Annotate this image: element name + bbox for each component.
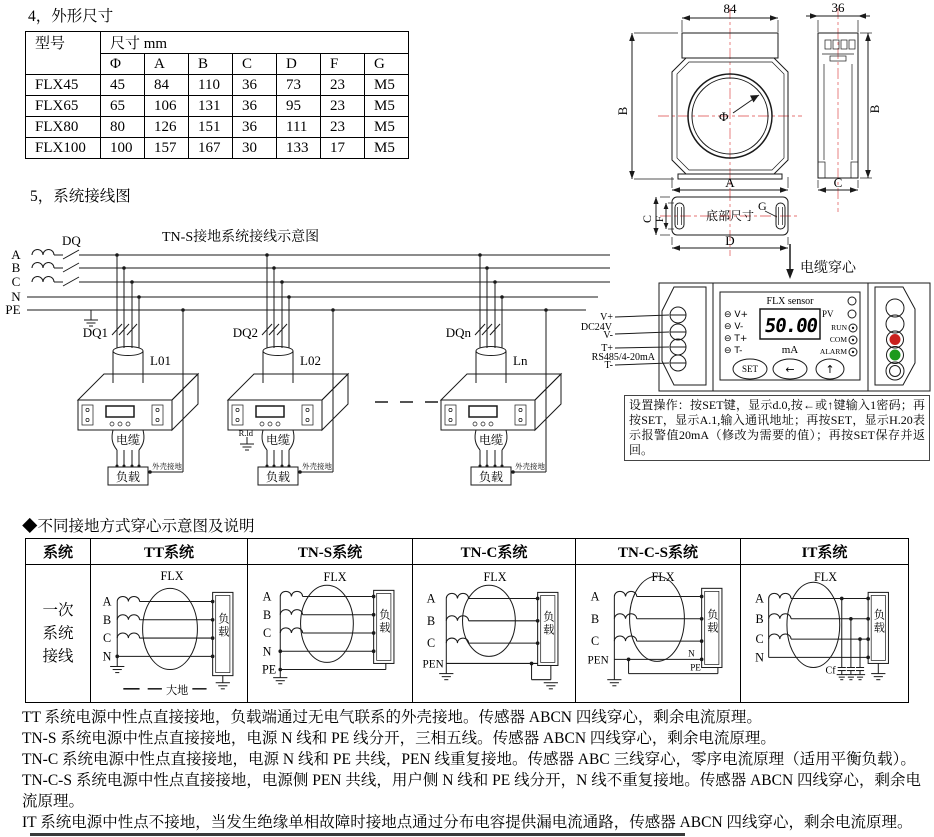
- n-branch-label: N: [688, 648, 695, 659]
- tt-diagram-cell: [91, 565, 248, 703]
- cable-through-pointer: [786, 244, 857, 279]
- branch-breaker-label: DQ1: [82, 325, 108, 340]
- value-cell: 133: [277, 138, 321, 159]
- load-label: 负载: [478, 470, 504, 484]
- terminal-screw-icon: [670, 355, 686, 371]
- flx-core-ellipse: [143, 588, 198, 669]
- dimensions-table: [25, 31, 409, 159]
- line-c-label: C: [591, 634, 600, 649]
- capacitor-to-ground-icon: [846, 617, 856, 680]
- ext-v-plus-label: V+: [600, 312, 613, 323]
- value-cell: M5: [365, 75, 409, 96]
- primary-wiring-label: 一次系统接线: [42, 601, 74, 666]
- left-arrow-button: [773, 359, 807, 379]
- sensor-label: L02: [300, 353, 321, 368]
- ground-symbol-icon: [439, 674, 453, 680]
- dim-b-right-label: B: [867, 104, 882, 114]
- value-cell: 126: [145, 117, 189, 138]
- phase-a-label: A: [11, 247, 21, 262]
- value-cell: 23: [321, 96, 365, 117]
- ext-rs485-label: RS485/4-20mA: [591, 352, 655, 363]
- dim-84-label: 84: [723, 1, 737, 16]
- dim-c-bottom-label: C: [640, 214, 654, 224]
- line-c-label: C: [103, 631, 112, 646]
- line-n-label: N: [262, 644, 272, 659]
- cable-label: 电缆: [115, 433, 141, 447]
- phase-pe-label: PE: [5, 302, 21, 317]
- value-cell: 65: [101, 96, 145, 117]
- model-cell: FLX80: [26, 117, 101, 138]
- line-a-label: A: [262, 589, 272, 604]
- indicator-hole-icon: [886, 315, 904, 333]
- line-a-label: A: [590, 589, 600, 604]
- terminal-v-minus: ⊖ V-: [724, 322, 744, 332]
- ring-indicator-icon: [886, 362, 904, 380]
- cf-label: Cf: [825, 665, 836, 677]
- header-tns: TN-S系统: [248, 539, 413, 565]
- up-arrow-icon: ↑: [825, 363, 835, 376]
- header-system: 系统: [26, 539, 91, 565]
- value-cell: 167: [189, 138, 233, 159]
- page-cut-line: [30, 833, 685, 836]
- dim-b-left-label: B: [615, 106, 630, 116]
- panel-title: FLX sensor: [766, 296, 814, 307]
- bottom-view-label: 底部尺寸: [705, 209, 755, 223]
- sensor-unit-n: [441, 253, 561, 485]
- cable-label: 电缆: [478, 433, 504, 447]
- tns-system-diagram: [248, 566, 412, 701]
- line-a-label: A: [426, 591, 436, 606]
- green-indicator-icon: [887, 347, 904, 364]
- ground-symbol-icon: [110, 666, 124, 672]
- value-cell: 84: [145, 75, 189, 96]
- ext-t-plus-label: T+: [601, 343, 613, 354]
- table-row: [26, 96, 409, 117]
- terminal-t-plus: ⊖ T+: [724, 334, 748, 344]
- tnc-diagram-cell: [413, 565, 576, 703]
- line-a-label: A: [102, 594, 112, 609]
- run-label: RUN: [831, 323, 847, 332]
- value-cell: 80: [101, 117, 145, 138]
- phase-b-label: B: [11, 260, 21, 275]
- ground-symbol-icon: [273, 678, 287, 684]
- line-c-label: C: [263, 626, 272, 641]
- dim-header-model: 型号: [26, 32, 101, 75]
- cable-through-label: 电缆穿心: [800, 261, 856, 276]
- value-cell: 151: [189, 117, 233, 138]
- value-cell: 157: [145, 138, 189, 159]
- phase-n-label: N: [11, 289, 21, 304]
- dim-f-label: F: [654, 215, 666, 223]
- line-pen-label: PEN: [422, 658, 444, 671]
- grounding-notes: [22, 707, 934, 833]
- sensor-panel-diagram: [550, 281, 934, 393]
- side-view: [806, 0, 882, 212]
- left-arrow-icon: ←: [785, 363, 795, 376]
- line-pen-label: PEN: [587, 654, 609, 667]
- set-button: [733, 359, 767, 379]
- load-label: 负载: [541, 610, 554, 638]
- alarm-label: ALARM: [819, 347, 847, 356]
- terminal-screw-icon: [670, 339, 686, 355]
- outline-drawings: [600, 0, 934, 281]
- table-row: [26, 138, 409, 159]
- value-cell: 111: [277, 117, 321, 138]
- flx-core-ellipse: [787, 582, 840, 667]
- com-lamp-icon: [849, 336, 857, 344]
- ext-v-minus-label: V-: [603, 330, 613, 341]
- line-b-label: B: [591, 611, 600, 626]
- phase-lines: [5, 233, 610, 326]
- ground-symbol-icon: [544, 683, 558, 689]
- ext-t-minus-label: T-: [604, 360, 613, 371]
- load-label: 负载: [705, 608, 718, 636]
- note-tncs: TN-C-S 系统电源中性点直接接地，电源侧 PEN 共线，用户侧 N 线和 PE 线分开，N 线不重复接地。传感器 ABCN 四线穿心，剩余电流原理。: [22, 772, 922, 811]
- pv-label: PV: [822, 309, 834, 319]
- value-cell: 23: [321, 75, 365, 96]
- pe-ground-symbol: [84, 310, 98, 326]
- dim-header-size: 尺寸 mm: [101, 32, 409, 54]
- load-label: 负载: [115, 470, 141, 484]
- terminal-v-plus: ⊖ V+: [724, 310, 749, 320]
- value-cell: 131: [189, 96, 233, 117]
- ground-symbol-icon: [871, 674, 885, 680]
- note-tns: TN-S 系统电源中性点直接接地，电源 N 线和 PE 线分开，三相五线。传感器 ABCN 四线穿心，剩余电流原理。: [22, 730, 776, 748]
- sensor-label: Ln: [513, 353, 528, 368]
- load-label: 负载: [872, 608, 885, 636]
- sensor-box-side: [172, 374, 198, 430]
- front-view: [615, 1, 802, 196]
- dim-d-label: D: [725, 233, 735, 248]
- value-cell: 36: [233, 117, 277, 138]
- value-cell: M5: [365, 96, 409, 117]
- run-lamp-icon: [849, 324, 857, 332]
- line-b-label: B: [755, 611, 764, 626]
- dim-col-phi: Φ: [101, 54, 145, 75]
- value-cell: 30: [233, 138, 277, 159]
- model-cell: FLX45: [26, 75, 101, 96]
- dim-col-c: C: [233, 54, 277, 75]
- dim-c-side-label: C: [833, 175, 843, 190]
- up-arrow-button: [816, 359, 844, 379]
- alarm-lamp-icon: [849, 348, 857, 356]
- terminal-screw-icon: [670, 324, 686, 340]
- tns-diagram-cell: [248, 565, 413, 703]
- model-cell: FLX65: [26, 96, 101, 117]
- tt-system-diagram: [91, 566, 247, 701]
- dim-col-a: A: [145, 54, 189, 75]
- value-cell: 95: [277, 96, 321, 117]
- flx-label: FLX: [814, 570, 838, 585]
- value-cell: 23: [321, 117, 365, 138]
- value-cell: 45: [101, 75, 145, 96]
- section-title-wiring: 5，系统接线图: [30, 188, 131, 205]
- left-terminal-block: [662, 287, 706, 385]
- com-label: COM: [829, 335, 847, 344]
- line-n-label: N: [755, 650, 764, 665]
- note-tnc: TN-C 系统电源中性点直接接地，电源 N 线和 PE 共线，PEN 线重复接地。传感器 ABC 三线穿心，零序电流原理（适用平衡负载）。: [22, 751, 916, 769]
- value-cell: 36: [233, 96, 277, 117]
- value-cell: M5: [365, 117, 409, 138]
- line-b-label: B: [263, 607, 272, 622]
- tncs-system-diagram: [576, 566, 740, 701]
- line-n-label: N: [102, 649, 112, 664]
- pv-lamp-icon: [848, 297, 856, 305]
- right-indicator-block: [875, 287, 915, 385]
- section-title-dimensions: 4，外形尺寸: [28, 8, 114, 25]
- sensor-label: L01: [150, 353, 171, 368]
- grounding-diagram-row: [26, 565, 909, 703]
- tns-wiring-diagram: [0, 225, 616, 495]
- tnc-system-diagram: [413, 566, 575, 701]
- set-button-label: SET: [741, 364, 759, 374]
- phase-c-label: C: [11, 274, 21, 289]
- branch-breaker-label: DQn: [445, 325, 471, 340]
- shell-ground-label: 外壳接地: [515, 462, 545, 471]
- header-tncs: TN-C-S系统: [576, 539, 741, 565]
- value-cell: 100: [101, 138, 145, 159]
- pe-branch-label: PE: [690, 662, 701, 673]
- red-indicator-icon: [887, 331, 904, 348]
- header-tt: TT系统: [91, 539, 248, 565]
- display-area: [720, 292, 860, 380]
- dim-g-label: G: [758, 199, 767, 213]
- terminal-t-minus: ⊖ T-: [724, 346, 743, 356]
- dim-a-label: A: [725, 175, 735, 190]
- load-label: 负载: [216, 612, 229, 640]
- terminal-screw-icon: [670, 307, 686, 323]
- line-c-label: C: [427, 636, 436, 651]
- dim-col-d: D: [277, 54, 321, 75]
- it-system-diagram: [741, 566, 908, 701]
- value-cell: 73: [277, 75, 321, 96]
- value-cell: M5: [365, 138, 409, 159]
- load-label: 负载: [265, 470, 291, 484]
- main-breaker-label: DQ: [62, 233, 81, 248]
- wiring-title: TN-S接地系统接线示意图: [162, 230, 320, 245]
- grounding-table: [25, 538, 909, 703]
- ground-symbol-icon: [216, 683, 230, 689]
- line-pe-label: PE: [261, 662, 277, 677]
- sensor-box-front: [78, 400, 172, 430]
- header-tnc: TN-C系统: [413, 539, 576, 565]
- cable-label: 电缆: [265, 433, 291, 447]
- external-terminal-labels: [581, 312, 669, 371]
- display-unit: mA: [781, 344, 799, 356]
- load-label: 负载: [377, 608, 390, 636]
- line-b-label: B: [103, 612, 112, 627]
- rld-ground: [239, 428, 254, 450]
- sensor-unit-1: [78, 253, 198, 485]
- flx-label: FLX: [483, 570, 507, 585]
- flx-label: FLX: [160, 569, 184, 584]
- ext-dc24v-label: DC24V: [580, 322, 612, 333]
- branch-breaker-label: DQ2: [232, 325, 258, 340]
- sensor-box-top: [78, 374, 198, 400]
- indicator-hole-icon: [886, 299, 904, 317]
- line-b-label: B: [427, 613, 436, 628]
- grounding-header-row: [26, 539, 909, 565]
- value-cell: 110: [189, 75, 233, 96]
- dim-col-f: F: [321, 54, 365, 75]
- flx-label: FLX: [651, 570, 675, 585]
- dim-col-b: B: [189, 54, 233, 75]
- value-cell: 106: [145, 96, 189, 117]
- table-row: [26, 75, 409, 96]
- tncs-diagram-cell: [576, 565, 741, 703]
- dim-col-g: G: [365, 54, 409, 75]
- model-cell: FLX100: [26, 138, 101, 159]
- pv-lamp-icon: [848, 310, 856, 318]
- bottom-view: [640, 190, 800, 256]
- header-it: IT系统: [741, 539, 909, 565]
- value-cell: 36: [233, 75, 277, 96]
- dim-phi-label: Φ: [719, 109, 729, 124]
- ground-symbol-icon: [607, 680, 621, 686]
- value-cell: 17: [321, 138, 365, 159]
- note-tt: TT 系统电源中性点直接接地，负载端通过无电气联系的外壳接地。传感器 ABCN 四线穿心，剩余电流原理。: [22, 709, 762, 726]
- shell-ground-label: 外壳接地: [152, 462, 182, 471]
- section-title-grounding: ◆不同接地方式穿心示意图及说明: [22, 518, 255, 535]
- line-c-label: C: [755, 632, 764, 647]
- flx-label: FLX: [323, 570, 347, 585]
- shell-ground-label: 外壳接地: [302, 462, 332, 471]
- capacitor-to-ground-icon: [855, 637, 865, 679]
- it-diagram-cell: [741, 565, 909, 703]
- settings-note: 设置操作：按SET键，显示d.0,按←或↑键输入1密码；再按SET，显示A.1,输入通讯地址；再按SET，显示H.20表示报警值20mA（修改为需要的值）；再按SET保存并返回。: [624, 395, 930, 461]
- note-it: IT 系统电源中性点不接地，当发生绝缘单相故障时接地点通过分布电容提供漏电流通路，传感器 ABCN 四线穿心，剩余电流原理。: [22, 814, 913, 832]
- earth-label: 大地: [165, 684, 189, 697]
- dim-36-label: 36: [831, 0, 845, 15]
- line-a-label: A: [755, 591, 764, 606]
- display-value: 50.00: [763, 314, 819, 337]
- table-row: [26, 117, 409, 138]
- rld-label: R.ld: [238, 428, 253, 438]
